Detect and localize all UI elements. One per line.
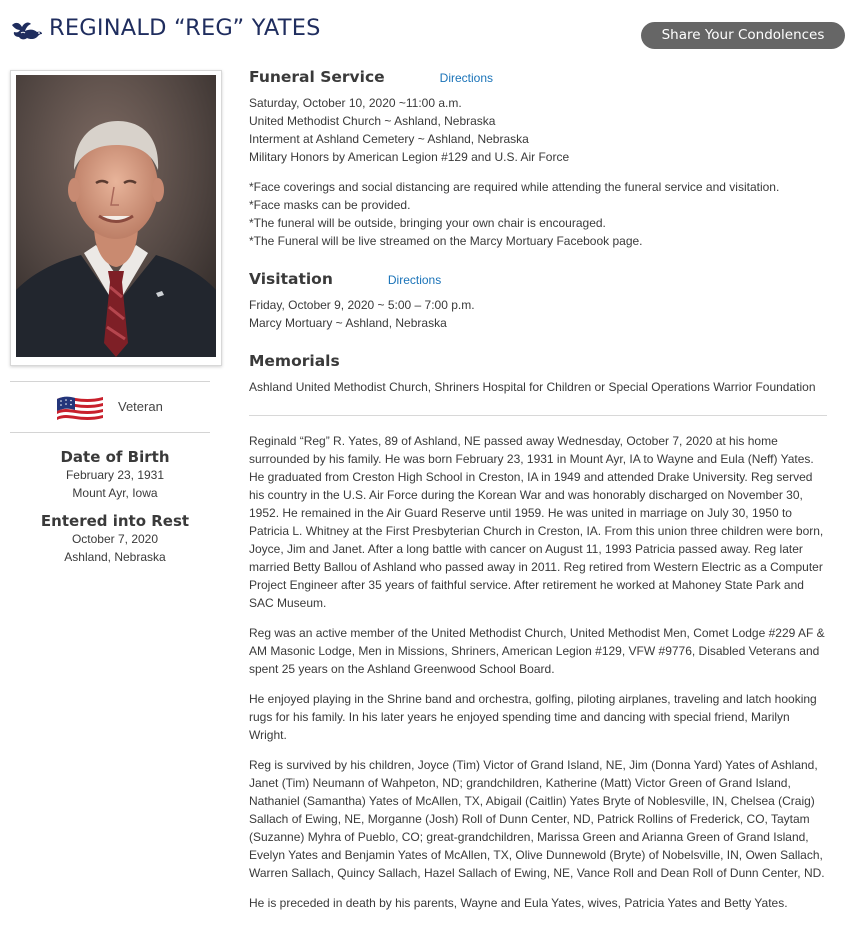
memorials-section-header <box>249 352 827 374</box>
funeral-note: *Face masks can be provided. <box>249 198 411 212</box>
funeral-note: *Face coverings and social distancing are required while attending the funeral service and visitation. <box>249 180 780 194</box>
visitation-details <box>249 296 827 332</box>
obituary-paragraph: He is preceded in death by his parents, Wayne and Eula Yates, wives, Patricia Yates and Betty Yates. <box>249 896 788 910</box>
visitation-heading: Visitation <box>249 270 333 288</box>
photo-frame <box>10 70 222 366</box>
funeral-notes <box>249 178 827 250</box>
visitation-directions-link[interactable]: Directions <box>387 273 442 287</box>
visitation-line: Friday, October 9, 2020 ~ 5:00 – 7:00 p.m. <box>249 298 475 312</box>
memorials-heading: Memorials <box>249 352 340 370</box>
funeral-directions-link[interactable]: Directions <box>439 71 494 85</box>
share-condolences-button[interactable]: Share Your Condolences <box>641 22 845 49</box>
funeral-details <box>249 94 827 166</box>
obituary-paragraph: Reg is survived by his children, Joyce (Tim) Victor of Grand Island, NE, Jim (Donna Yard) Yates of Ashland, Janet (Tim) Neumann of Wahpeton, ND; grandchildren, Katherine (Matt) Victor Green of Grand Island, Nathaniel (Samantha) Yates of McAllen, TX, Abigail (Caitlin) Yates Bryte of Noblesville, IN, Chelsea (Craig) Sallach of Ewing, NE, Morganne (Josh) Roll of Dunn Center, ND, Patrick Rollins of Frederick, CO, Taytam (Suzanne) Myhra of Pueblo, CO; great-grandchildren, Marissa Green and Arianna Green of Grand Island, Evelyn Yates and Benjamin Yates of McAllen, TX, Olive Dunnewold (Bryte) of Nobelsville, IN, Owen Sallach, Warren Sallach, Quincy Sallach, Hazel Sallach of Ewing, NE, Vance Roll and Dean Roll of Dunn Center, ND. <box>249 758 825 880</box>
birth-place: Mount Ayr, Iowa <box>72 486 158 500</box>
rest-date: October 7, 2020 <box>71 532 159 546</box>
page-header <box>0 0 851 60</box>
funeral-section-header <box>249 68 827 90</box>
visitation-section-header <box>249 270 827 292</box>
veteran-row <box>10 381 210 433</box>
funeral-heading: Funeral Service <box>249 68 385 86</box>
funeral-note: *The Funeral will be live streamed on the Marcy Mortuary Facebook page. <box>249 234 643 248</box>
memorials-text: Ashland United Methodist Church, Shriners Hospital for Children or Special Operations Warrior Foundation <box>249 380 816 394</box>
main-content <box>249 68 827 924</box>
sidebar <box>10 70 222 566</box>
life-dates <box>10 448 220 566</box>
us-flag-icon <box>55 393 105 425</box>
obituary <box>249 432 827 912</box>
rest-place: Ashland, Nebraska <box>64 550 166 564</box>
section-divider <box>249 415 827 416</box>
obituary-paragraph: Reginald “Reg” R. Yates, 89 of Ashland, NE passed away Wednesday, October 7, 2020 at his home surrounded by his family. He was born February 23, 1931 in Mount Ayr, IA to Wayne and Eula (Neff) Yates. He graduated from Creston High School in Creston, IA in 1949 and attended Drake University. Reg served his country in the U.S. Air Force during the Korean War and was honorably discharged on November 30, 1952. He remained in the Air Guard Reserve until 1959. He was united in marriage on July 30, 1950 to Patricia L. Whitney at the First Presbyterian Church in Creston, IA. From this union three children were born, Joyce, Jim and Janet. After a long battle with cancer on August 11, 1993 Patricia passed away. Reg later married Betty Ballou of Ashland who passed away in 2011. Reg retired from Western Electric as a Computer Project Engineer after 35 years of faithful service. After retirement he worked at Mahoney State Park and SAC Museum. <box>249 434 824 610</box>
obituary-paragraph: Reg was an active member of the United Methodist Church, United Methodist Men, Comet Lodge #229 AF & AM Masonic Lodge, Men in Missions, Shriners, American Legion #129, VFW #9776, Disabled Veterans and spent 25 years on the Ashland Greenwood School Board. <box>249 626 825 676</box>
portrait-photo <box>16 75 216 357</box>
funeral-line: Interment at Ashland Cemetery ~ Ashland, Nebraska <box>249 132 529 146</box>
funeral-line: Military Honors by American Legion #129 and U.S. Air Force <box>249 150 570 164</box>
funeral-line: Saturday, October 10, 2020 ~11:00 a.m. <box>249 96 462 110</box>
dove-icon <box>10 19 43 41</box>
page-title: REGINALD “REG” YATES <box>49 15 321 41</box>
visitation-line: Marcy Mortuary ~ Ashland, Nebraska <box>249 316 447 330</box>
birth-date: February 23, 1931 <box>65 468 165 482</box>
funeral-line: United Methodist Church ~ Ashland, Nebraska <box>249 114 496 128</box>
veteran-label: Veteran <box>118 399 163 414</box>
funeral-note: *The funeral will be outside, bringing your own chair is encouraged. <box>249 216 606 230</box>
obituary-paragraph: He enjoyed playing in the Shrine band and orchestra, golfing, piloting airplanes, traveling and latch hooking rugs for his family. In his later years he enjoyed spending time and dancing with special friend, Marilyn Wright. <box>249 692 817 742</box>
rest-heading: Entered into Rest <box>40 512 190 530</box>
birth-heading: Date of Birth <box>60 448 170 466</box>
